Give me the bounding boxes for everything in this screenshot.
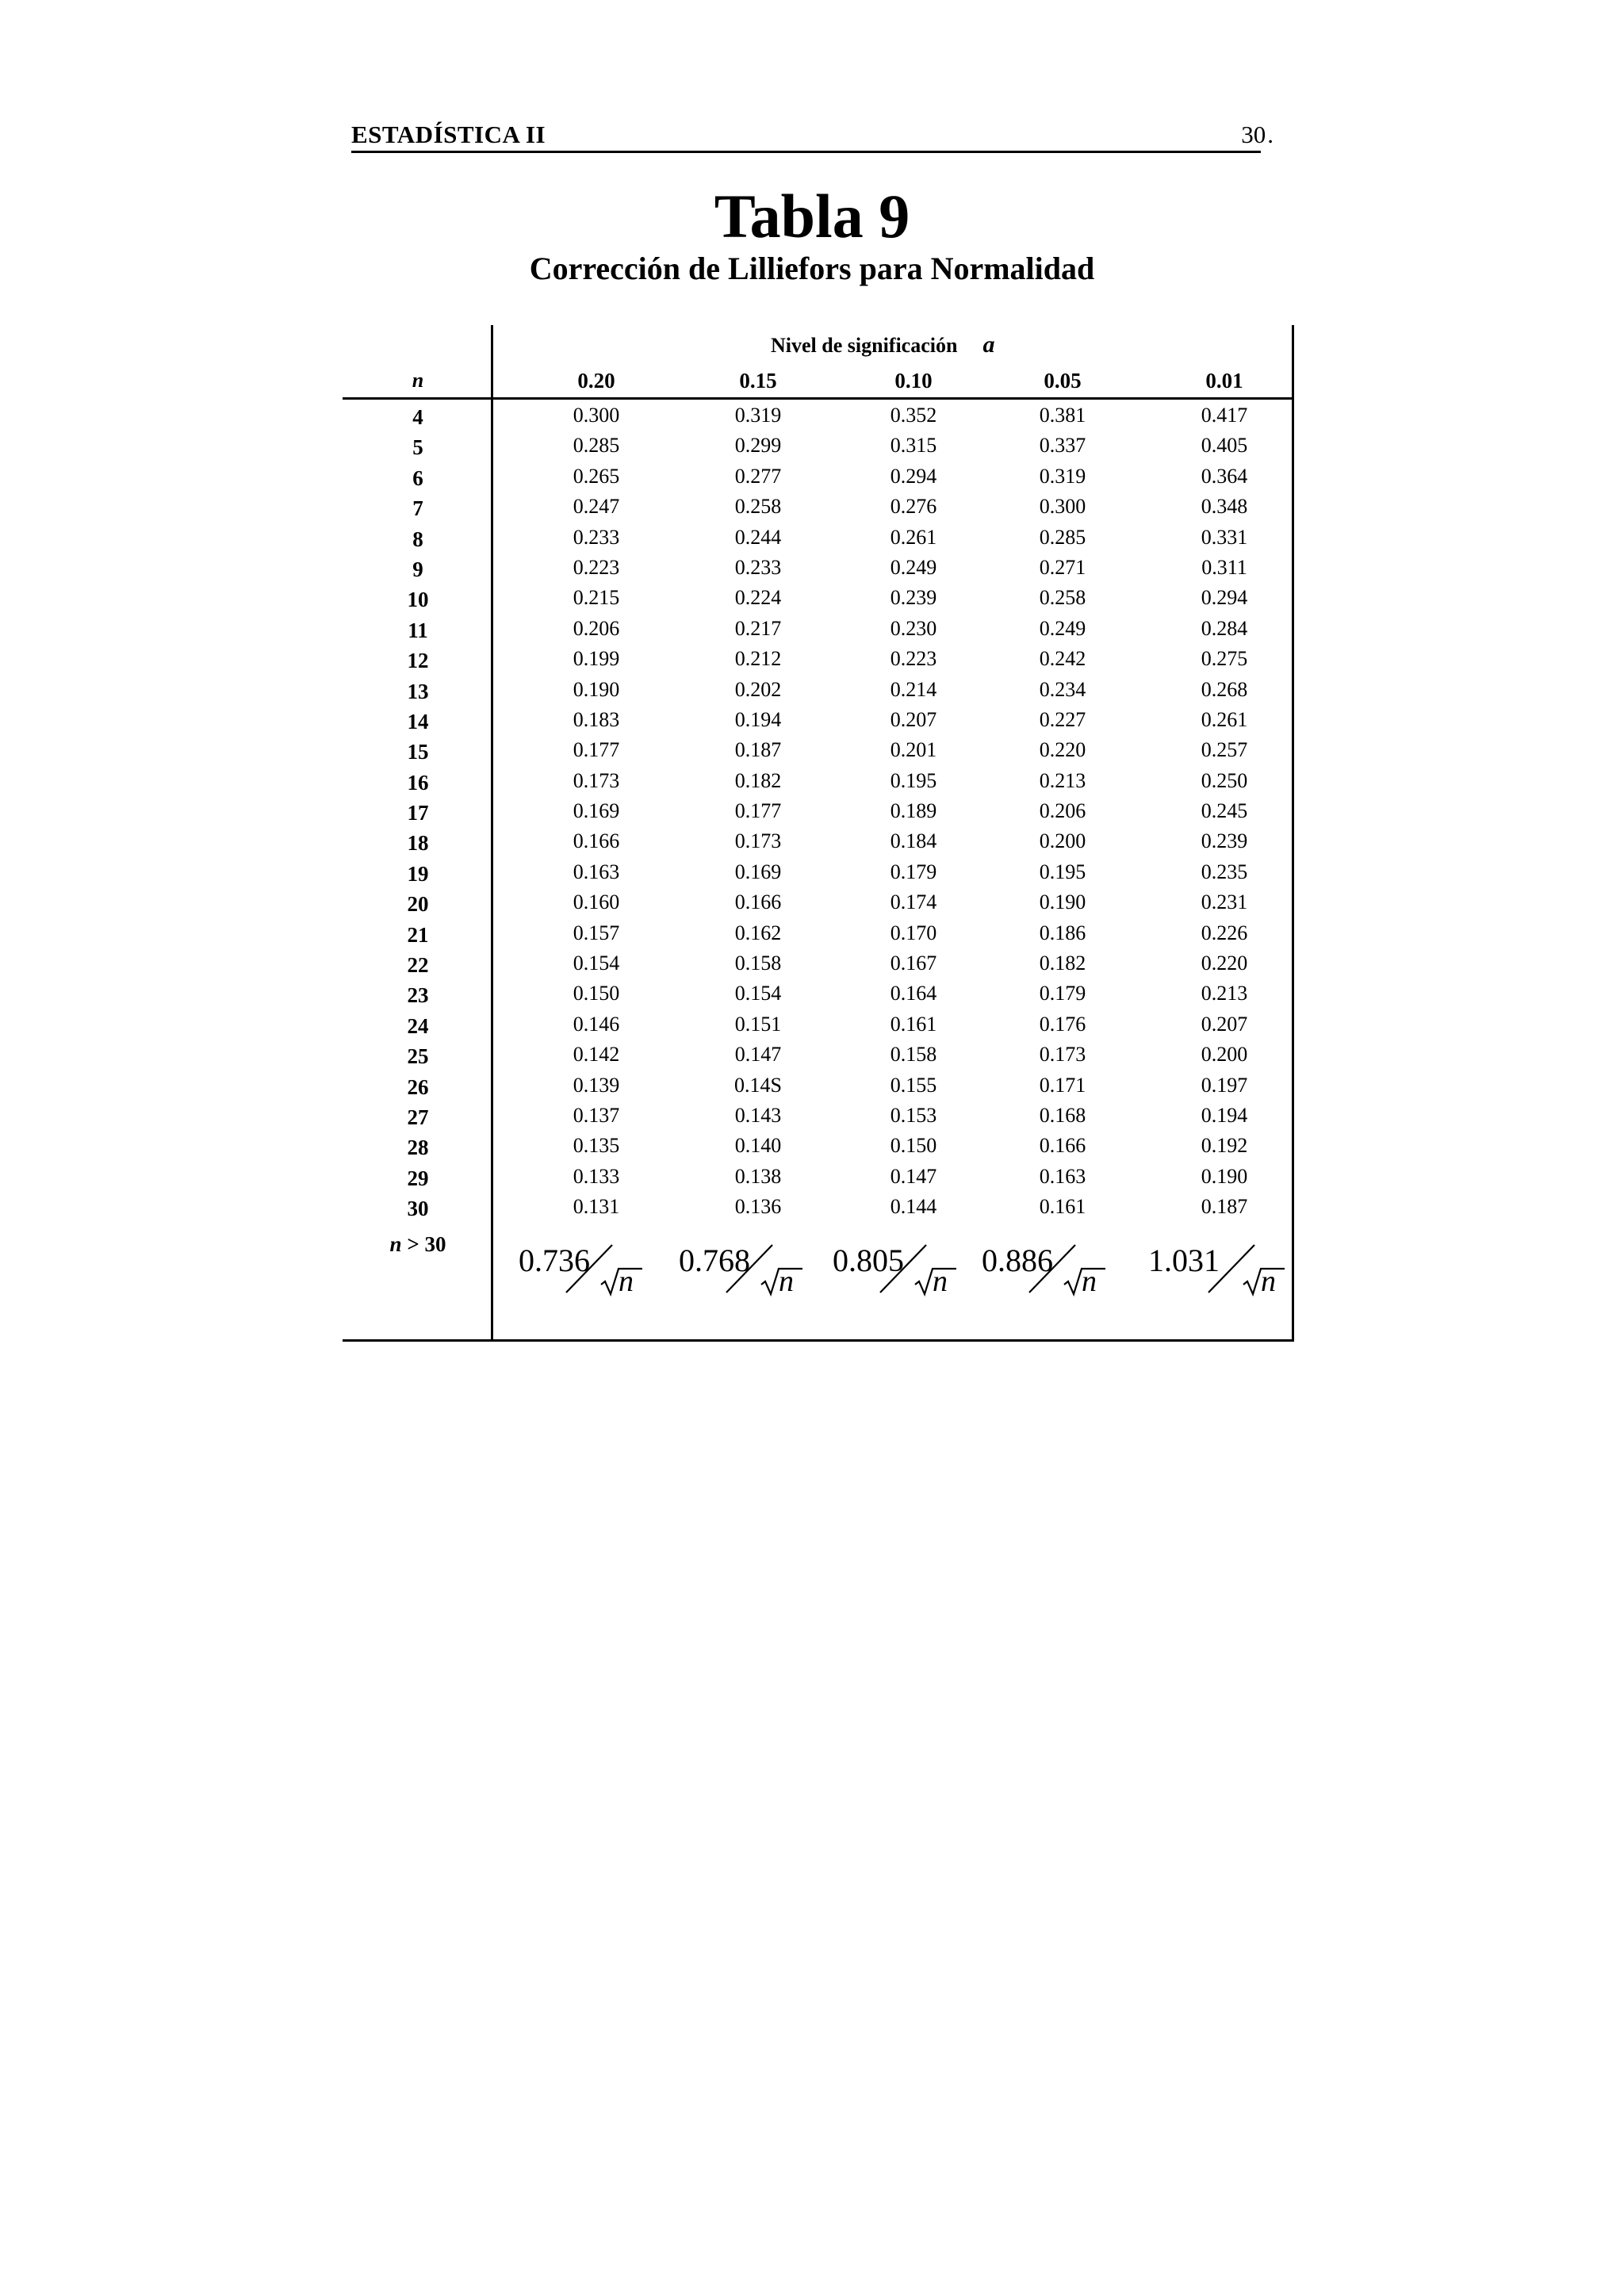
- critical-value-cell: 0.187: [734, 738, 782, 762]
- critical-value-cell: 0.299: [734, 434, 782, 458]
- critical-value-cell: 0.294: [890, 464, 937, 488]
- table-row: [343, 583, 1294, 613]
- critical-value-cell: 0.151: [734, 1012, 782, 1036]
- critical-value-cell: 0.146: [573, 1012, 620, 1036]
- critical-value-cell: 0.183: [573, 707, 620, 731]
- critical-value-cell: 0.138: [734, 1164, 782, 1188]
- critical-value-cell: 0.277: [734, 464, 782, 488]
- critical-value-cell: 0.190: [573, 677, 620, 701]
- row-n-value: 15: [407, 740, 429, 764]
- critical-value-cell: 0.174: [890, 890, 937, 914]
- critical-value-cell: 0.352: [890, 404, 937, 427]
- table-row: [343, 492, 1294, 522]
- fraction-slash-and-radical: [1148, 1237, 1307, 1316]
- critical-value-cell: 0.14S: [734, 1073, 782, 1097]
- asymptotic-formula: [1148, 1237, 1307, 1316]
- critical-value-cell: 0.239: [890, 586, 937, 610]
- table-row: [343, 1101, 1294, 1131]
- table-row: [343, 857, 1294, 887]
- page-number: [1241, 121, 1272, 149]
- row-n-value: 17: [407, 801, 429, 825]
- critical-value-cell: 0.147: [734, 1043, 782, 1067]
- critical-value-cell: 0.247: [573, 495, 620, 519]
- asymptotic-formula: [833, 1237, 991, 1316]
- critical-value-cell: 0.214: [890, 677, 937, 701]
- table-row: [343, 553, 1294, 583]
- critical-value-cell: 0.158: [734, 952, 782, 975]
- critical-value-cell: 0.177: [573, 738, 620, 762]
- critical-value-cell: 0.215: [573, 586, 620, 610]
- critical-value-cell: 0.201: [890, 738, 937, 762]
- table-row: [343, 523, 1294, 553]
- critical-value-cell: 0.220: [1039, 738, 1086, 762]
- significance-level-header: [771, 325, 1247, 365]
- critical-value-cell: 0.162: [734, 921, 782, 944]
- row-n-value: 10: [407, 588, 429, 612]
- critical-value-cell: 0.212: [734, 647, 782, 671]
- critical-value-cell: 0.187: [1201, 1195, 1248, 1219]
- row-n-value: 12: [407, 649, 429, 673]
- table-row: [343, 1162, 1294, 1192]
- row-n-value: 4: [412, 405, 423, 429]
- critical-value-cell: 0.190: [1039, 890, 1086, 914]
- critical-value-cell: 0.194: [1201, 1103, 1248, 1127]
- table-row: [343, 1192, 1294, 1222]
- formula-numerator: 0.886: [982, 1243, 1053, 1278]
- critical-value-cell: 0.168: [1039, 1103, 1086, 1127]
- critical-value-cell: 0.227: [1039, 707, 1086, 731]
- significance-level-label: Nivel de significación: [771, 334, 958, 357]
- critical-value-cell: 0.150: [890, 1134, 937, 1158]
- formula-denominator-variable: n: [1261, 1265, 1276, 1298]
- critical-value-cell: 0.192: [1201, 1134, 1248, 1158]
- critical-value-cell: 0.169: [573, 799, 620, 823]
- critical-value-cell: 0.206: [1039, 799, 1086, 823]
- critical-value-cell: 0.235: [1201, 860, 1248, 883]
- formula-denominator-variable: n: [1082, 1265, 1097, 1298]
- table-row: [343, 826, 1294, 856]
- critical-value-cell: 0.147: [890, 1164, 937, 1188]
- large-n-condition: > 30: [401, 1232, 446, 1256]
- table-row: [343, 705, 1294, 735]
- asymptotic-formula: [679, 1237, 837, 1316]
- math-stroke: [566, 1245, 612, 1293]
- critical-value-cell: 0.233: [573, 525, 620, 549]
- page-header: [351, 119, 1274, 153]
- formula-denominator-variable: n: [779, 1265, 794, 1298]
- critical-value-cell: 0.197: [1201, 1073, 1248, 1097]
- critical-value-cell: 0.226: [1201, 921, 1248, 944]
- row-n-value: 30: [407, 1197, 429, 1221]
- page-number-suffix: .: [1267, 121, 1274, 148]
- critical-value-cell: 0.206: [573, 616, 620, 640]
- critical-value-cell: 0.184: [890, 829, 937, 853]
- table-row: [343, 978, 1294, 1009]
- critical-value-cell: 0.405: [1201, 434, 1248, 458]
- critical-value-cell: 0.173: [573, 768, 620, 792]
- critical-value-cell: 0.364: [1201, 464, 1248, 488]
- fraction-slash-and-radical: [982, 1237, 1140, 1316]
- row-n-value: 18: [407, 831, 429, 856]
- critical-value-cell: 0.249: [890, 555, 937, 579]
- critical-value-cell: 0.220: [1201, 952, 1248, 975]
- critical-value-cell: 0.234: [1039, 677, 1086, 701]
- row-n-value: 20: [407, 892, 429, 917]
- critical-value-cell: 0.166: [573, 829, 620, 853]
- critical-value-cell: 0.176: [1039, 1012, 1086, 1036]
- critical-value-cell: 0.231: [1201, 890, 1248, 914]
- table-row: [343, 644, 1294, 674]
- row-n-value: 21: [407, 922, 429, 947]
- large-n-label: [343, 1229, 493, 1259]
- critical-value-cell: 0.137: [573, 1103, 620, 1127]
- critical-value-cell: 0.154: [573, 952, 620, 975]
- table-row: [343, 1070, 1294, 1101]
- course-title: ESTADÍSTICA II: [351, 121, 546, 148]
- table-row: [343, 1009, 1294, 1040]
- math-stroke: [1029, 1245, 1075, 1293]
- critical-value-cell: 0.276: [890, 495, 937, 519]
- row-n-value: 14: [407, 709, 429, 733]
- critical-value-cell: 0.275: [1201, 647, 1248, 671]
- critical-value-cell: 0.258: [734, 495, 782, 519]
- critical-value-cell: 0.186: [1039, 921, 1086, 944]
- critical-value-cell: 0.169: [734, 860, 782, 883]
- critical-value-cell: 0.300: [573, 404, 620, 427]
- critical-value-cell: 0.171: [1039, 1073, 1086, 1097]
- fraction-slash-and-radical: [519, 1237, 677, 1316]
- critical-value-cell: 0.157: [573, 921, 620, 944]
- table-row: [343, 1131, 1294, 1161]
- critical-value-cell: 0.348: [1201, 495, 1248, 519]
- critical-value-cell: 0.223: [890, 647, 937, 671]
- table-row: [343, 948, 1294, 978]
- table-row: [343, 431, 1294, 461]
- row-n-value: 24: [407, 1013, 429, 1038]
- row-n-value: 25: [407, 1044, 429, 1069]
- page-number-value: 30: [1241, 121, 1266, 148]
- row-n-value: 6: [412, 465, 423, 490]
- critical-value-cell: 0.164: [890, 982, 937, 1005]
- critical-value-cell: 0.154: [734, 982, 782, 1005]
- row-n-value: 27: [407, 1105, 429, 1129]
- math-stroke: [1208, 1245, 1254, 1293]
- row-n-value: 7: [412, 496, 423, 521]
- row-n-value: 5: [412, 435, 423, 460]
- critical-value-cell: 0.207: [890, 707, 937, 731]
- critical-value-cell: 0.189: [890, 799, 937, 823]
- critical-value-cell: 0.381: [1039, 404, 1086, 427]
- critical-value-cell: 0.163: [573, 860, 620, 883]
- level-header: 0.20: [577, 369, 615, 393]
- critical-value-cell: 0.161: [890, 1012, 937, 1036]
- critical-value-cell: 0.230: [890, 616, 937, 640]
- critical-value-cell: 0.224: [734, 586, 782, 610]
- critical-value-cell: 0.258: [1039, 586, 1086, 610]
- critical-value-cell: 0.294: [1201, 586, 1248, 610]
- critical-value-cell: 0.311: [1201, 555, 1247, 579]
- critical-value-cell: 0.155: [890, 1073, 937, 1097]
- critical-value-cell: 0.223: [573, 555, 620, 579]
- row-n-value: 8: [412, 527, 423, 551]
- critical-value-cell: 0.166: [734, 890, 782, 914]
- critical-value-cell: 0.242: [1039, 647, 1086, 671]
- formula-denominator-variable: n: [619, 1265, 634, 1298]
- table-row: [343, 400, 1294, 431]
- level-header: 0.15: [739, 369, 777, 393]
- critical-value-cell: 0.144: [890, 1195, 937, 1219]
- table-row: [343, 1040, 1294, 1070]
- critical-value-cell: 0.195: [1039, 860, 1086, 883]
- critical-value-cell: 0.173: [734, 829, 782, 853]
- table-row: [343, 887, 1294, 917]
- critical-value-cell: 0.136: [734, 1195, 782, 1219]
- alpha-symbol: a: [982, 331, 995, 358]
- critical-value-cell: 0.285: [1039, 525, 1086, 549]
- critical-value-cell: 0.163: [1039, 1164, 1086, 1188]
- critical-value-cell: 0.319: [734, 404, 782, 427]
- critical-value-cell: 0.153: [890, 1103, 937, 1127]
- formula-denominator-variable: n: [933, 1265, 948, 1298]
- critical-value-cell: 0.207: [1201, 1012, 1248, 1036]
- formula-numerator: 1.031: [1148, 1243, 1220, 1278]
- math-stroke: [880, 1245, 926, 1293]
- critical-value-cell: 0.213: [1039, 768, 1086, 792]
- critical-value-cell: 0.160: [573, 890, 620, 914]
- critical-value-cell: 0.213: [1201, 982, 1248, 1005]
- critical-value-cell: 0.166: [1039, 1134, 1086, 1158]
- critical-value-cell: 0.249: [1039, 616, 1086, 640]
- page-title: Tabla 9: [714, 182, 910, 251]
- level-header: 0.10: [894, 369, 933, 393]
- critical-value-cell: 0.143: [734, 1103, 782, 1127]
- critical-value-cell: 0.190: [1201, 1164, 1248, 1188]
- math-stroke: [726, 1245, 772, 1293]
- critical-value-cell: 0.177: [734, 799, 782, 823]
- lilliefors-table: [343, 325, 1294, 1342]
- critical-value-cell: 0.315: [890, 434, 937, 458]
- row-n-value: 19: [407, 861, 429, 886]
- critical-value-cell: 0.194: [734, 707, 782, 731]
- formula-numerator: 0.805: [833, 1243, 904, 1278]
- table-row: [343, 918, 1294, 948]
- row-n-value: 22: [407, 953, 429, 978]
- critical-value-cell: 0.182: [1039, 952, 1086, 975]
- row-n-value: 23: [407, 983, 429, 1008]
- fraction-slash-and-radical: [679, 1237, 837, 1316]
- table-row: [343, 796, 1294, 826]
- critical-value-cell: 0.337: [1039, 434, 1086, 458]
- critical-value-cell: 0.202: [734, 677, 782, 701]
- table-row: [343, 461, 1294, 492]
- critical-value-cell: 0.131: [573, 1195, 620, 1219]
- page-subtitle: Corrección de Lilliefors para Normalidad: [529, 251, 1095, 286]
- critical-value-cell: 0.217: [734, 616, 782, 640]
- critical-value-cell: 0.300: [1039, 495, 1086, 519]
- critical-value-cell: 0.135: [573, 1134, 620, 1158]
- level-header: 0.05: [1044, 369, 1082, 393]
- row-n-value: 28: [407, 1136, 429, 1160]
- critical-value-cell: 0.133: [573, 1164, 620, 1188]
- critical-value-cell: 0.233: [734, 555, 782, 579]
- table-row: [343, 675, 1294, 705]
- table-body: [343, 400, 1294, 1223]
- critical-value-cell: 0.195: [890, 768, 937, 792]
- fraction-slash-and-radical: [833, 1237, 991, 1316]
- critical-value-cell: 0.199: [573, 647, 620, 671]
- asymptotic-formula: [982, 1237, 1140, 1316]
- level-header: 0.01: [1205, 369, 1243, 393]
- table-row: [343, 766, 1294, 796]
- large-n-variable: n: [389, 1232, 402, 1256]
- critical-value-cell: 0.319: [1039, 464, 1086, 488]
- n-column-header: n: [412, 369, 424, 392]
- row-n-value: 11: [408, 618, 428, 642]
- formula-numerator: 0.736: [519, 1243, 590, 1278]
- row-n-value: 26: [407, 1074, 429, 1099]
- critical-value-cell: 0.200: [1039, 829, 1086, 853]
- critical-value-cell: 0.244: [734, 525, 782, 549]
- table-bottom-rule: [343, 1339, 1294, 1342]
- critical-value-cell: 0.261: [890, 525, 937, 549]
- critical-value-cell: 0.173: [1039, 1043, 1086, 1067]
- critical-value-cell: 0.182: [734, 768, 782, 792]
- row-n-value: 9: [412, 557, 423, 581]
- critical-value-cell: 0.417: [1201, 404, 1248, 427]
- critical-value-cell: 0.239: [1201, 829, 1248, 853]
- critical-value-cell: 0.250: [1201, 768, 1248, 792]
- row-n-value: 13: [407, 679, 429, 703]
- critical-value-cell: 0.179: [1039, 982, 1086, 1005]
- critical-value-cell: 0.158: [890, 1043, 937, 1067]
- critical-value-cell: 0.257: [1201, 738, 1248, 762]
- critical-value-cell: 0.140: [734, 1134, 782, 1158]
- critical-value-cell: 0.200: [1201, 1043, 1248, 1067]
- critical-value-cell: 0.268: [1201, 677, 1248, 701]
- critical-value-cell: 0.161: [1039, 1195, 1086, 1219]
- critical-value-cell: 0.331: [1201, 525, 1248, 549]
- critical-value-cell: 0.271: [1039, 555, 1086, 579]
- critical-value-cell: 0.265: [573, 464, 620, 488]
- critical-value-cell: 0.170: [890, 921, 937, 944]
- header-rule: [343, 397, 1294, 400]
- critical-value-cell: 0.245: [1201, 799, 1248, 823]
- critical-value-cell: 0.284: [1201, 616, 1248, 640]
- critical-value-cell: 0.167: [890, 952, 937, 975]
- formula-numerator: 0.768: [679, 1243, 750, 1278]
- critical-value-cell: 0.150: [573, 982, 620, 1005]
- table-row: [343, 614, 1294, 644]
- critical-value-cell: 0.179: [890, 860, 937, 883]
- critical-value-cell: 0.285: [573, 434, 620, 458]
- table-row: [343, 735, 1294, 765]
- row-n-value: 16: [407, 770, 429, 795]
- asymptotic-formula: [519, 1237, 677, 1316]
- critical-value-cell: 0.142: [573, 1043, 620, 1067]
- critical-value-cell: 0.139: [573, 1073, 620, 1097]
- critical-value-cell: 0.261: [1201, 707, 1248, 731]
- row-n-value: 29: [407, 1166, 429, 1190]
